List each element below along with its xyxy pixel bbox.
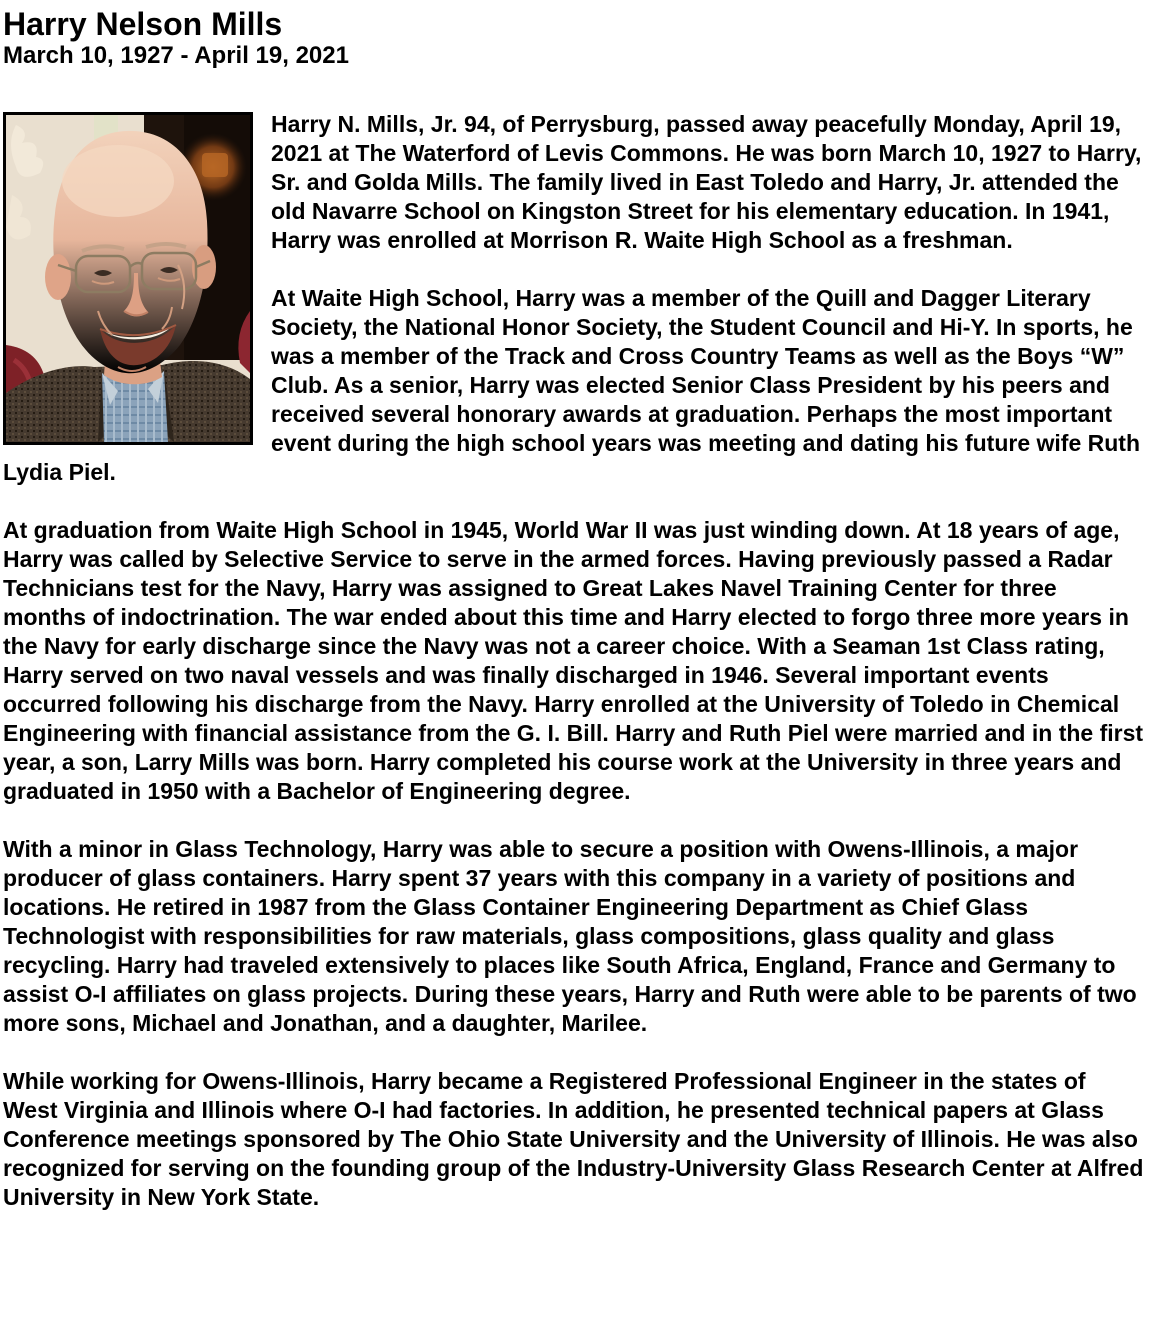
life-dates: March 10, 1927 - April 19, 2021: [3, 42, 349, 69]
obituary-body: [3, 110, 1144, 1212]
obituary-header: [3, 6, 1144, 70]
obituary-paragraph-2: At Waite High School, Harry was a member of the Quill and Dagger Literary Society, the National Honor Society, the Student Council and Hi-Y. In sports, he was a member of the Track and Cross Country Teams as well as the Boys “W” Club. As a senior, Harry was elected Senior Class President by his peers and received several honorary awards at graduation. Perhaps the most important event during the high school years was meeting and dating his future wife Ruth Lydia Piel.: [3, 285, 1140, 485]
obituary-paragraph-4: With a minor in Glass Technology, Harry was able to secure a position with Owens-Illinois, a major producer of glass containers. Harry spent 37 years with this company in a variety of positions and locations. He retired in 1987 from the Glass Container Engineering Department as Chief Glass Technologist with responsibilities for raw materials, glass compositions, glass quality and glass recycling. Harry had traveled extensively to places like South Africa, England, France and Germany to assist O-I affiliates on glass projects. During these years, Harry and Ruth were able to be parents of two more sons, Michael and Jonathan, and a daughter, Marilee.: [3, 836, 1137, 1036]
obituary-paragraph-1: Harry N. Mills, Jr. 94, of Perrysburg, passed away peacefully Monday, April 19, 2021 at The Waterford of Levis Commons. He was born March 10, 1927 to Harry, Sr. and Golda Mills. The family lived in East Toledo and Harry, Jr. attended the old Navarre School on Kingston Street for his elementary education. In 1941, Harry was enrolled at Morrison R. Waite High School as a freshman.: [271, 111, 1142, 253]
portrait-illustration: [6, 115, 250, 442]
deceased-name: Harry Nelson Mills: [3, 6, 283, 42]
obituary-paragraph-5: While working for Owens-Illinois, Harry became a Registered Professional Engineer in the states of West Virginia and Illinois where O-I had factories. In addition, he presented technical papers at Glass Conference meetings sponsored by The Ohio State University and the University of Illinois. He was also recognized for serving on the founding group of the Industry-University Glass Research Center at Alfred University in New York State.: [3, 1068, 1144, 1210]
obituary-paragraph-3: At graduation from Waite High School in 1945, World War II was just winding down. At 18 years of age, Harry was called by Selective Service to serve in the armed forces. Having previously passed a Radar Technicians test for the Navy, Harry was assigned to Great Lakes Navel Training Center for three months of indoctrination. The war ended about this time and Harry elected to forgo three more years in the Navy for early discharge since the Navy was not a career choice. With a Seaman 1st Class rating, Harry served on two naval vessels and was finally discharged in 1946. Several important events occurred following his discharge from the Navy. Harry enrolled at the University of Toledo in Chemical Engineering with financial assistance from the G. I. Bill. Harry and Ruth Piel were married and in the first year, a son, Larry Mills was born. Harry completed his course work at the University in three years and graduated in 1950 with a Bachelor of Engineering degree.: [3, 517, 1144, 804]
portrait-photo: [3, 112, 253, 445]
